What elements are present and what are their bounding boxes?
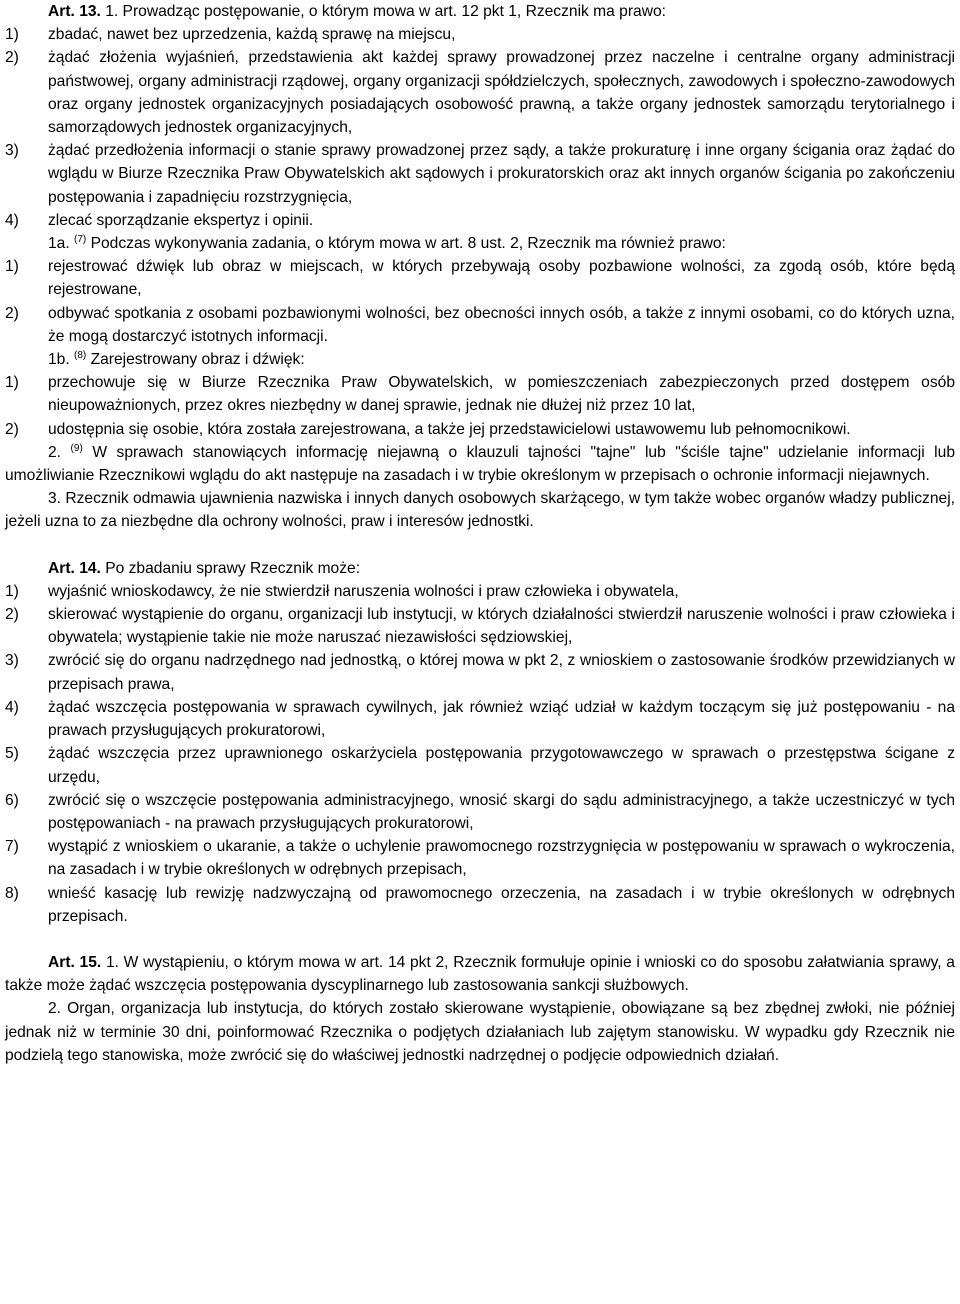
item-number: 4): [5, 211, 19, 229]
item-text: zwrócić się o wszczęcie postępowania administracyjnego, wnosić skargi do sądu administracyjnego, a także uczestniczyć w tych postępowaniach - na prawach przysługujących prokuratorowi,: [48, 791, 955, 832]
art15-para2: 2. Organ, organizacja lub instytucja, do których zostało skierowane wystąpienie, obowiązane są bez zbędnej zwłoki, nie później jednak niż w terminie 30 dni, poinformować Rzecznika o podjętych działaniach lub zajętym stanowisku. W wypadku gdy Rzecznik nie podzielą tego stanowiska, może zwrócić się do właściwej jednostki nadrzędnej o podjęcie odpowiednich działań.: [5, 1000, 955, 1064]
art13-heading: Art. 13.: [48, 3, 101, 20]
item-text: żądać wszczęcia przez uprawnionego oskarżyciela postępowania przygotowawczego w sprawach o przestępstwa ścigane z urzędu,: [48, 745, 955, 786]
art13-para1b-list: [5, 371, 955, 441]
item-number: 1): [5, 374, 19, 392]
list-item: [5, 371, 955, 417]
list-item: [5, 209, 955, 232]
art13-para1a: [5, 232, 955, 255]
item-text: wnieść kasację lub rewizję nadzwyczajną od prawomocnego orzeczenia, na zasadach i w trybie określonych w odrębnych przepisach.: [48, 884, 955, 925]
para-number: 1b.: [48, 351, 70, 369]
art13-para1-text: 1. Prowadząc postępowanie, o którym mowa w art. 12 pkt 1, Rzecznik ma prawo:: [105, 3, 666, 20]
footnote-ref: (8): [74, 350, 87, 362]
item-text: przechowuje się w Biurze Rzecznika Praw Obywatelskich, w pomieszczeniach zabezpieczonych przed dostępem osób nieupoważnionych, przez okres niezbędny w danej sprawie, jednak nie dłużej niż przez 10 lat,: [48, 374, 955, 415]
art13-para3: 3. Rzecznik odmawia ujawnienia nazwiska i innych danych osobowych skarżącego, w tym także wobec organów władzy publicznej, jeżeli uzna to za niezbędne dla ochrony wolności, praw i interesów jednostki.: [5, 490, 955, 531]
list-item: [5, 302, 955, 348]
section-spacer: [5, 534, 955, 557]
item-number: 6): [5, 791, 19, 809]
item-text: żądać złożenia wyjaśnień, przedstawienia akt każdej sprawy prowadzonej przez naczelne i centralne organy administracji państwowej, organy administracji rządowej, organy organizacji spółdzielczych, społecznych, zawodowych i społeczno-zawodowych oraz organy jednostek organizacyjnych posiadających osobowość prawną, a także organy jednostek samorządu terytorialnego i samorządowych jednostek organizacyjnych,: [48, 49, 955, 137]
list-item: [5, 649, 955, 695]
item-number: 7): [5, 838, 19, 856]
list-item: [5, 696, 955, 742]
para-text: Podczas wykonywania zadania, o którym mowa w art. 8 ust. 2, Rzecznik ma również prawo:: [90, 235, 726, 253]
list-item: [5, 580, 955, 603]
item-text: udostępnia się osobie, która została zarejestrowana, a także jej przedstawicielowi ustawowemu lub pełnomocnikowi.: [48, 420, 851, 438]
para-number: 1a.: [48, 235, 70, 253]
item-text: żądać wszczęcia postępowania w sprawach cywilnych, jak również wziąć udział w każdym toczącym się już postępowaniu - na prawach przysługujących prokuratorowi,: [48, 698, 955, 740]
item-number: 4): [5, 698, 19, 716]
item-number: 2): [5, 49, 19, 67]
list-item: [5, 255, 955, 301]
list-item: [5, 139, 955, 209]
item-number: 1): [5, 26, 19, 44]
list-item: [5, 23, 955, 46]
item-number: 2): [5, 606, 19, 624]
para-text: Zarejestrowany obraz i dźwięk:: [90, 351, 305, 369]
item-number: 1): [5, 258, 19, 276]
item-number: 8): [5, 884, 19, 902]
art13-para1a-list: [5, 255, 955, 348]
item-text: wystąpić z wnioskiem o ukaranie, a także o uchylenie prawomocnego rozstrzygnięcia w postępowaniu w sprawach o wykroczenia, na zasadach i w trybie określonych w odrębnych przepisach,: [48, 838, 955, 879]
para-text: W sprawach stanowiących informację niejawną o klauzuli tajności "tajne" lub "ściśle tajne" udzielanie informacji lub umożliwianie Rzecznikowi wglądu do akt następuje na zasadach i w trybie określonym w przepisach o ochronie informacji niejawnych.: [5, 443, 955, 485]
art13-para1-list: [5, 23, 955, 232]
item-text: żądać przedłożenia informacji o stanie sprawy prowadzonej przez sądy, a także prokuraturę i inne organy ścigania oraz żądać do wglądu w Biurze Rzecznika Praw Obywatelskich akt sądowych i prokuratorskich oraz akt innych organów ścigania po zakończeniu postępowania i zapadnięciu rozstrzygnięcia,: [48, 142, 955, 206]
art15-heading: Art. 15.: [48, 953, 102, 971]
para-number: 2.: [48, 443, 62, 461]
item-text: zlecać sporządzanie ekspertyz i opinii.: [48, 211, 314, 229]
art13-para1b: [5, 348, 955, 371]
item-text: rejestrować dźwięk lub obraz w miejscach, w których przebywają osoby pozbawione wolności, za zgodą osób, które będą rejestrowane,: [48, 258, 955, 299]
item-number: 5): [5, 745, 19, 763]
art14-lead: [5, 557, 955, 580]
item-text: zwrócić się do organu nadrzędnego nad jednostką, o której mowa w pkt 2, z wnioskiem o zastosowanie środków przewidzianych w przepisach prawa,: [48, 652, 955, 693]
item-number: 3): [5, 652, 19, 670]
list-item: [5, 789, 955, 835]
item-text: odbywać spotkania z osobami pozbawionymi wolności, bez obecności innych osób, a także z innymi osobami, co do których uzna, że mogą dostarczyć istotnych informacji.: [48, 304, 955, 345]
item-text: wyjaśnić wnioskodawcy, że nie stwierdził naruszenia wolności i praw człowieka i obywatela,: [48, 582, 679, 600]
list-item: [5, 835, 955, 881]
section-spacer: [5, 928, 955, 951]
list-item: [5, 742, 955, 788]
list-item: [5, 46, 955, 139]
item-text: skierować wystąpienie do organu, organizacji lub instytucji, w których działalności stwierdził naruszenie wolności i praw człowieka i obywatela; wystąpienie takie nie może naruszać niezawisłości sędziowskiej,: [48, 606, 955, 647]
art14-lead-text: Po zbadaniu sprawy Rzecznik może:: [105, 559, 361, 577]
item-text: zbadać, nawet bez uprzedzenia, każdą sprawę na miejscu,: [48, 26, 456, 44]
art15-para1-text: 1. W wystąpieniu, o którym mowa w art. 14 pkt 2, Rzecznik formułuje opinie i wnioski co do sposobu załatwiania sprawy, a także może żądać wszczęcia postępowania dyscyplinarnego lub zastosowania sankcji służbowych.: [5, 953, 955, 995]
list-item: [5, 603, 955, 649]
item-number: 1): [5, 582, 19, 600]
list-item: [5, 882, 955, 928]
item-number: 2): [5, 420, 19, 438]
art15-para1: [5, 951, 955, 997]
art14-heading: Art. 14.: [48, 559, 101, 577]
footnote-ref: (7): [74, 234, 87, 246]
item-number: 2): [5, 304, 19, 322]
art13-para1-lead: [5, 0, 955, 23]
item-number: 3): [5, 142, 19, 160]
list-item: [5, 418, 955, 441]
footnote-ref: (9): [70, 442, 83, 454]
art13-para2: [5, 441, 955, 487]
art14-list: [5, 580, 955, 928]
